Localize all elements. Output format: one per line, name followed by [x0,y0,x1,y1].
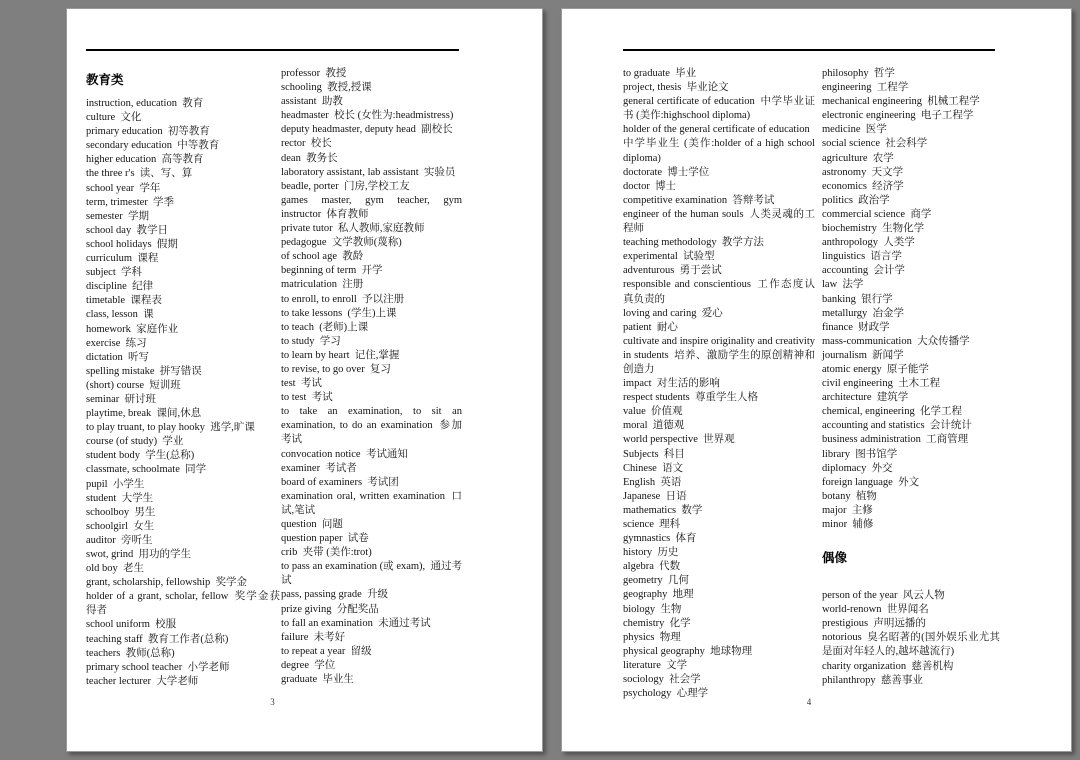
vocab-entry: pass, passing grade 升级 [281,589,389,601]
vocab-entry: old boy 老生 [86,563,145,575]
vocab-entry: question paper 试卷 [281,533,369,545]
vocab-entry: schooling 教授,授课 [281,82,372,94]
vocab-entry: headmaster 校长 (女性为:headmistress) [281,110,454,122]
vocab-entry: engineer of the human souls 人类灵魂的工程师 [623,208,815,235]
vocab-entry: holder of a grant, scholar, fellow 奖学金获得者 [86,591,280,617]
vocab-entry: experimental 试验型 [623,251,715,263]
vocab-entry: semester 学期 [86,210,149,222]
vocab-entry: matriculation 注册 [281,279,364,291]
vocab-entry: to take an examination, to sit an examination, to do an examination 参加考试 [281,406,462,446]
vocab-entry: higher education 高等教育 [86,154,204,166]
vocab-entry: botany 植物 [822,490,877,502]
vocab-entry: moral 道德观 [623,420,685,432]
vocab-entry: deputy headmaster, deputy head 副校长 [281,124,453,136]
vocab-entry: mass-communication 大众传播学 [822,335,970,347]
vocab-entry: to teach (老师)上课 [281,321,369,333]
page-number: 4 [806,697,812,707]
vocab-entry: impact 对生活的影响 [623,378,720,390]
vocab-entry: question 问题 [281,519,343,530]
vocab-entry: timetable 课程表 [86,295,162,307]
vocab-entry: responsible and conscientious 工作态度认真负责的 [623,279,815,305]
vocab-entry: accounting 会计学 [822,265,905,277]
vocab-entry: project, thesis 毕业论文 [623,82,729,94]
vocab-entry: world perspective 世界观 [623,434,735,446]
vocab-entry: library 图书馆学 [822,448,898,460]
vocab-entry: teachers 教师(总称) [86,647,175,659]
vocab-entry: general certificate of education 中学毕业证书 (美作:highschool diploma) [623,96,815,122]
vocab-entry: doctorate 博士学位 [623,166,710,178]
vocab-entry: algebra 代数 [623,561,681,573]
vocab-entry: classmate, schoolmate 同学 [86,464,207,476]
vocab-entry: degree 学位 [281,659,336,671]
vocab-entry: grant, scholarship, fellowship 奖学金 [86,577,247,589]
vocab-entry: architecture 建筑学 [822,392,909,404]
vocab-entry: board of examiners 考试团 [281,476,399,488]
vocab-entry: the three r's 读、写、算 [86,168,193,180]
vocab-entry: school year 学年 [86,182,161,194]
vocab-entry: metallurgy 冶金学 [822,307,905,319]
vocab-entry: failure 未考好 [281,631,346,643]
vocab-entry: test 考试 [281,378,322,390]
vocab-entry: astronomy 天文学 [822,166,904,178]
vocab-entry: playtime, break 课间,休息 [86,408,202,420]
vocab-entry: student body 学生(总称) [86,450,195,462]
vocab-entry: to repeat a year 留级 [281,645,372,657]
page-3 [66,8,543,752]
vocab-entry: doctor 博士 [623,180,677,192]
vocab-entry: discipline 纪律 [86,281,154,293]
vocab-entry: (short) course 短训班 [86,379,181,391]
vocab-entry: chemistry 化学 [623,617,691,629]
vocab-entry: accounting and statistics 会计统计 [822,420,972,432]
vocab-entry: course (of study) 学业 [86,436,184,448]
vocab-entry: swot, grind 用功的学生 [86,549,191,560]
vocab-entry: exercise 练习 [86,337,147,349]
vocab-entry: minor 辅修 [822,519,874,530]
vocab-entry: convocation notice 考试通知 [281,448,408,460]
section-heading: 教育类 [86,73,124,87]
vocab-entry: economics 经济学 [822,180,904,192]
vocab-entry: foreign language 外文 [822,476,920,488]
vocab-entry: anthropology 人类学 [822,237,915,249]
page-4 [561,8,1072,752]
vocab-entry: instruction, education 教育 [86,98,204,109]
page-number: 3 [270,697,275,707]
page-4-column-1 [623,67,815,701]
vocab-entry: competitive examination 答辩考试 [623,194,775,206]
vocab-entry: linguistics 语言学 [822,251,902,263]
vocab-entry: examination oral, written examination 口试,笔试 [281,490,462,516]
section-heading: 偶像 [822,551,848,566]
vocab-entry: cultivate and inspire originality and creativity in students 培养、激励学生的原创精神和创造力 [623,335,815,375]
vocab-entry: history 历史 [623,547,679,559]
vocab-entry: agriculture 农学 [822,152,894,164]
vocab-entry: professor 教授 [281,68,347,79]
vocab-entry: notorious 臭名昭著的(国外娱乐业尤其是面对年轻人的,越坏越流行) [822,632,1000,658]
vocab-entry: biology 生物 [623,603,682,615]
vocab-entry: physical geography 地球物理 [623,645,753,657]
vocab-entry: geometry 几何 [623,575,689,587]
vocab-entry: school uniform 校服 [86,619,177,631]
vocab-entry: culture 文化 [86,112,142,124]
vocab-entry: world-renown 世界闻名 [822,604,929,616]
page-3-column-2 [281,67,462,687]
vocab-entry: philosophy 哲学 [822,68,895,79]
vocab-entry: gymnastics 体育 [623,533,697,545]
vocab-entry: to pass an examination (或 exam), 通过考试 [281,561,462,587]
vocab-entry: secondary education 中等教育 [86,140,220,152]
vocab-entry: crib 夹带 (美作:trot) [281,547,372,559]
header-rule [623,49,995,51]
vocab-entry: Chinese 语文 [623,462,684,474]
vocab-entry: science 理科 [623,519,681,530]
vocab-entry: mathematics 数学 [623,504,703,516]
vocab-entry: electronic engineering 电子工程学 [822,110,974,122]
vocab-entry: teaching methodology 教学方法 [623,237,764,249]
vocab-entry: to test 考试 [281,392,333,404]
vocab-entry: holder of the general certificate of education 中学毕业生 (美作:holder of a high school diploma) [623,124,815,164]
vocab-entry: loving and caring 爱心 [623,307,723,319]
vocab-entry: adventurous 勇于尝试 [623,265,722,277]
vocab-entry: to enroll, to enroll 予以注册 [281,293,405,305]
vocab-entry: atomic energy 原子能学 [822,363,929,375]
vocab-entry: homework 家庭作业 [86,323,179,335]
vocab-entry: English 英语 [623,476,682,488]
vocab-entry: chemical, engineering 化学工程 [822,406,962,418]
vocab-entry: curriculum 课程 [86,253,159,265]
vocab-entry: laboratory assistant, lab assistant 实验员 [281,166,456,178]
vocab-entry: schoolboy 男生 [86,506,156,518]
vocab-entry: person of the year 风云人物 [822,590,945,602]
vocab-entry: to fall an examination 未通过考试 [281,617,431,629]
vocab-entry: of school age 教龄 [281,251,364,263]
vocab-entry: finance 财政学 [822,321,890,333]
vocab-entry: to play truant, to play hooky 逃学,旷课 [86,422,255,434]
vocab-entry: business administration 工商管理 [822,434,969,446]
vocab-entry: journalism 新闻学 [822,349,904,361]
vocab-entry: diplomacy 外交 [822,462,893,474]
vocab-entry: primary school teacher 小学老师 [86,661,230,673]
vocab-entry: Japanese 日语 [623,490,687,502]
vocab-entry: philanthropy 慈善事业 [822,674,923,686]
vocab-entry: psychology 心理学 [623,688,709,700]
vocab-entry: school day 教学日 [86,224,168,236]
vocab-entry: sociology 社会学 [623,674,701,686]
vocab-entry: to learn by heart 记住,掌握 [281,349,400,361]
vocab-entry: dean 教务长 [281,152,338,164]
vocab-entry: commercial science 商学 [822,208,932,220]
vocab-entry: patient 耐心 [623,321,678,333]
vocab-entry: pupil 小学生 [86,478,145,490]
vocab-entry: to graduate 毕业 [623,68,697,79]
vocab-entry: class, lesson 课 [86,309,154,321]
vocab-entry: term, trimester 学季 [86,196,175,208]
vocab-entry: respect students 尊重学生人格 [623,392,759,404]
vocab-entry: mechanical engineering 机械工程学 [822,96,980,108]
vocab-entry: primary education 初等教育 [86,126,210,138]
vocab-entry: spelling mistake 拼写错误 [86,365,202,377]
vocab-entry: medicine 医学 [822,124,887,136]
vocab-entry: law 法学 [822,279,864,291]
vocab-entry: banking 银行学 [822,293,893,305]
vocab-entry: civil engineering 土木工程 [822,378,941,390]
vocab-entry: assistant 助教 [281,96,343,108]
vocab-entry: engineering 工程学 [822,82,909,94]
page-3-column-1 [86,73,280,689]
vocab-entry: to study 学习 [281,335,341,347]
vocab-entry: prestigious 声明远播的 [822,618,926,630]
vocab-entry: literature 文学 [623,659,688,671]
vocab-entry: rector 校长 [281,138,332,150]
vocab-entry: student 大学生 [86,492,154,504]
vocab-entry: subject 学科 [86,267,142,279]
page-4-column-2 [822,67,1000,688]
vocab-entry: beginning of term 开学 [281,265,383,277]
header-rule [86,49,459,51]
vocab-entry: Subjects 科目 [623,448,685,460]
vocab-entry: to revise, to go over 复习 [281,363,391,375]
vocab-entry: geography 地理 [623,589,694,601]
vocab-entry: physics 物理 [623,631,681,643]
vocab-entry: beadle, porter 门房,学校工友 [281,180,410,192]
vocab-entry: biochemistry 生物化学 [822,223,925,235]
vocab-entry: schoolgirl 女生 [86,520,155,532]
vocab-entry: games master, gym teacher, gym instructor 体育教师 [281,194,462,220]
vocab-entry: pedagogue 文学教师(蔑称) [281,237,402,249]
vocab-entry: social science 社会科学 [822,138,928,150]
vocab-entry: charity organization 慈善机构 [822,660,954,672]
vocab-entry: to take lessons (学生)上课 [281,307,397,319]
vocab-entry: value 价值观 [623,406,683,418]
vocab-entry: prize giving 分配奖品 [281,603,379,615]
vocab-entry: graduate 毕业生 [281,674,354,686]
vocab-entry: politics 政治学 [822,194,890,206]
vocab-entry: auditor 旁听生 [86,534,153,546]
vocab-entry: seminar 研讨班 [86,393,156,405]
vocab-entry: examiner 考试者 [281,462,357,474]
vocab-entry: dictation 听写 [86,351,149,363]
vocab-entry: teaching staff 教育工作者(总称) [86,633,229,645]
vocab-entry: teacher lecturer 大学老师 [86,675,199,687]
vocab-entry: school holidays 假期 [86,238,178,250]
vocab-entry: major 主修 [822,504,873,516]
vocab-entry: private tutor 私人教师,家庭教师 [281,223,425,235]
